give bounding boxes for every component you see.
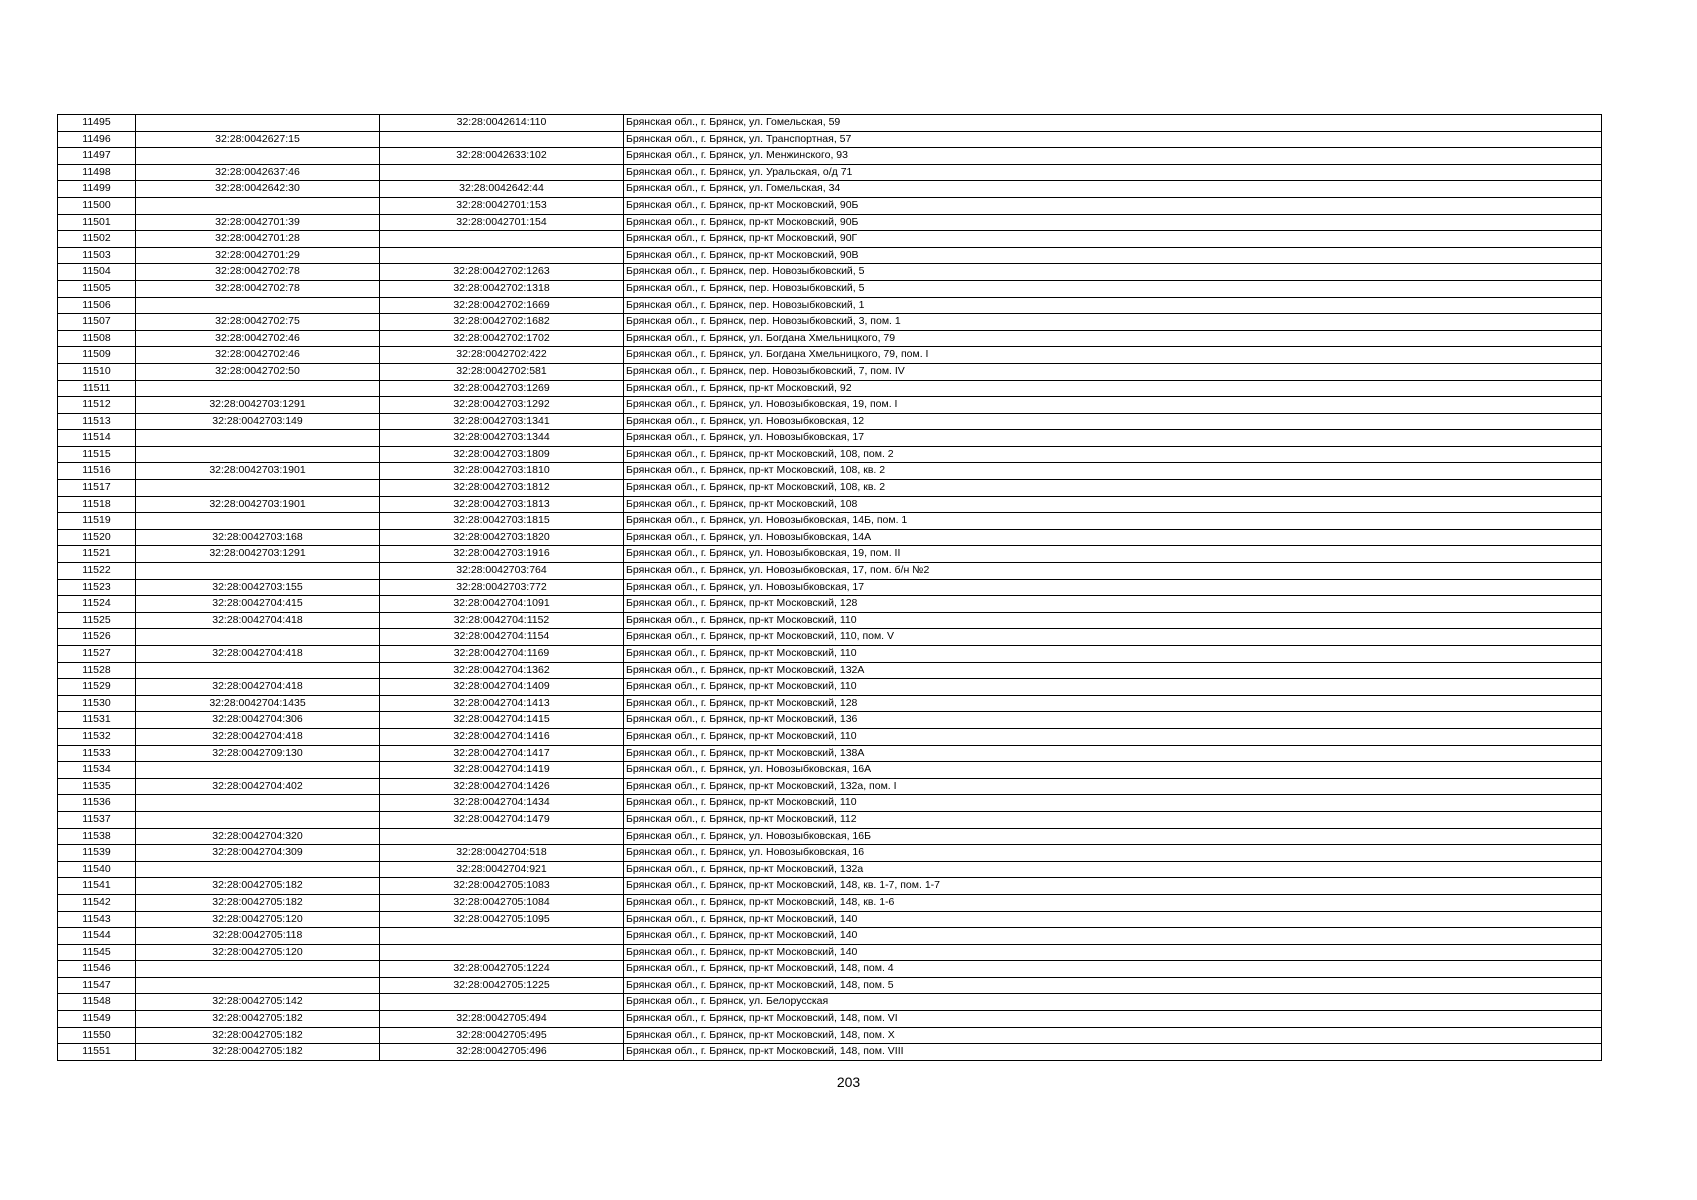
object-number-cell: 32:28:0042704:1409 [380,679,624,696]
parcel-number-cell: 32:28:0042701:39 [136,214,380,231]
parcel-number-cell: 32:28:0042704:1435 [136,695,380,712]
table-row [58,745,1602,762]
parcel-number-cell: 32:28:0042705:182 [136,1027,380,1044]
table-row [58,164,1602,181]
row-number-cell: 11545 [58,944,136,961]
table-row [58,961,1602,978]
parcel-number-cell: 32:28:0042704:418 [136,646,380,663]
table-row [58,247,1602,264]
parcel-number-cell: 32:28:0042703:1901 [136,463,380,480]
object-number-cell: 32:28:0042702:581 [380,363,624,380]
address-cell: Брянская обл., г. Брянск, ул. Новозыбковская, 12 [624,413,1602,430]
table-row [58,297,1602,314]
object-number-cell: 32:28:0042705:1083 [380,878,624,895]
table-row [58,330,1602,347]
object-number-cell: 32:28:0042705:1225 [380,977,624,994]
parcel-number-cell: 32:28:0042702:46 [136,330,380,347]
object-number-cell: 32:28:0042703:1812 [380,480,624,497]
parcel-number-cell: 32:28:0042705:142 [136,994,380,1011]
address-cell: Брянская обл., г. Брянск, пр-кт Московский, 90Б [624,197,1602,214]
address-cell: Брянская обл., г. Брянск, ул. Новозыбковская, 17, пом. б/н №2 [624,563,1602,580]
address-cell: Брянская обл., г. Брянск, пер. Новозыбковский, 5 [624,280,1602,297]
object-number-cell: 32:28:0042702:422 [380,347,624,364]
address-cell: Брянская обл., г. Брянск, ул. Менжинского, 93 [624,148,1602,165]
address-cell: Брянская обл., г. Брянск, пер. Новозыбковский, 3, пом. 1 [624,314,1602,331]
table-row [58,944,1602,961]
row-number-cell: 11503 [58,247,136,264]
object-number-cell: 32:28:0042704:1154 [380,629,624,646]
address-cell: Брянская обл., г. Брянск, ул. Новозыбковская, 17 [624,579,1602,596]
table-row [58,712,1602,729]
table-row [58,828,1602,845]
object-number-cell: 32:28:0042702:1318 [380,280,624,297]
table-row [58,1027,1602,1044]
address-cell: Брянская обл., г. Брянск, пр-кт Московский, 90Б [624,214,1602,231]
address-cell: Брянская обл., г. Брянск, ул. Новозыбковская, 19, пом. II [624,546,1602,563]
row-number-cell: 11522 [58,563,136,580]
object-number-cell: 32:28:0042704:1169 [380,646,624,663]
address-cell: Брянская обл., г. Брянск, пр-кт Московский, 140 [624,928,1602,945]
parcel-number-cell: 32:28:0042704:418 [136,728,380,745]
row-number-cell: 11495 [58,115,136,132]
parcel-number-cell [136,563,380,580]
table-row [58,629,1602,646]
row-number-cell: 11535 [58,778,136,795]
table-row [58,347,1602,364]
address-cell: Брянская обл., г. Брянск, пер. Новозыбковский, 7, пом. IV [624,363,1602,380]
object-number-cell: 32:28:0042702:1682 [380,314,624,331]
object-number-cell [380,828,624,845]
object-number-cell: 32:28:0042704:1419 [380,762,624,779]
object-number-cell: 32:28:0042703:1820 [380,529,624,546]
row-number-cell: 11525 [58,612,136,629]
address-cell: Брянская обл., г. Брянск, пр-кт Московский, 148, пом. X [624,1027,1602,1044]
table-body [58,115,1602,1061]
parcel-number-cell: 32:28:0042701:28 [136,231,380,248]
object-number-cell [380,928,624,945]
address-cell: Брянская обл., г. Брянск, пр-кт Московский, 148, кв. 1-7, пом. 1-7 [624,878,1602,895]
row-number-cell: 11536 [58,795,136,812]
object-number-cell: 32:28:0042703:1815 [380,513,624,530]
row-number-cell: 11551 [58,1044,136,1061]
parcel-number-cell [136,148,380,165]
parcel-number-cell: 32:28:0042702:50 [136,363,380,380]
object-number-cell: 32:28:0042703:1810 [380,463,624,480]
row-number-cell: 11498 [58,164,136,181]
row-number-cell: 11509 [58,347,136,364]
address-cell: Брянская обл., г. Брянск, ул. Новозыбковская, 14Б, пом. 1 [624,513,1602,530]
address-cell: Брянская обл., г. Брянск, ул. Новозыбковская, 14А [624,529,1602,546]
parcel-number-cell: 32:28:0042705:182 [136,894,380,911]
object-number-cell: 32:28:0042704:1426 [380,778,624,795]
table-row [58,878,1602,895]
row-number-cell: 11538 [58,828,136,845]
parcel-number-cell: 32:28:0042705:120 [136,944,380,961]
cadastral-table [57,114,1602,1061]
parcel-number-cell [136,662,380,679]
row-number-cell: 11550 [58,1027,136,1044]
table-row [58,563,1602,580]
address-cell: Брянская обл., г. Брянск, ул. Гомельская, 59 [624,115,1602,132]
table-row [58,131,1602,148]
object-number-cell: 32:28:0042703:1809 [380,446,624,463]
object-number-cell: 32:28:0042705:1224 [380,961,624,978]
parcel-number-cell: 32:28:0042702:78 [136,264,380,281]
object-number-cell: 32:28:0042614:110 [380,115,624,132]
parcel-number-cell: 32:28:0042704:418 [136,612,380,629]
object-number-cell: 32:28:0042705:1084 [380,894,624,911]
table-row [58,646,1602,663]
table-row [58,762,1602,779]
table-row [58,148,1602,165]
parcel-number-cell: 32:28:0042705:120 [136,911,380,928]
object-number-cell: 32:28:0042703:1269 [380,380,624,397]
table-row [58,314,1602,331]
table-row [58,513,1602,530]
parcel-number-cell: 32:28:0042704:418 [136,679,380,696]
parcel-number-cell: 32:28:0042627:15 [136,131,380,148]
row-number-cell: 11505 [58,280,136,297]
object-number-cell: 32:28:0042704:1362 [380,662,624,679]
object-number-cell: 32:28:0042702:1263 [380,264,624,281]
parcel-number-cell: 32:28:0042637:46 [136,164,380,181]
address-cell: Брянская обл., г. Брянск, ул. Транспортная, 57 [624,131,1602,148]
table-row [58,861,1602,878]
parcel-number-cell [136,297,380,314]
parcel-number-cell [136,513,380,530]
parcel-number-cell [136,811,380,828]
object-number-cell: 32:28:0042642:44 [380,181,624,198]
object-number-cell: 32:28:0042704:1413 [380,695,624,712]
address-cell: Брянская обл., г. Брянск, пр-кт Московский, 128 [624,596,1602,613]
row-number-cell: 11540 [58,861,136,878]
object-number-cell: 32:28:0042703:1813 [380,496,624,513]
table-row [58,596,1602,613]
parcel-number-cell: 32:28:0042702:46 [136,347,380,364]
object-number-cell [380,994,624,1011]
object-number-cell: 32:28:0042701:153 [380,197,624,214]
row-number-cell: 11511 [58,380,136,397]
object-number-cell: 32:28:0042705:1095 [380,911,624,928]
table-row [58,994,1602,1011]
row-number-cell: 11499 [58,181,136,198]
object-number-cell: 32:28:0042704:1152 [380,612,624,629]
table-row [58,197,1602,214]
address-cell: Брянская обл., г. Брянск, ул. Белорусская [624,994,1602,1011]
row-number-cell: 11526 [58,629,136,646]
address-cell: Брянская обл., г. Брянск, пр-кт Московский, 108 [624,496,1602,513]
table-row [58,662,1602,679]
table-row [58,413,1602,430]
object-number-cell: 32:28:0042633:102 [380,148,624,165]
table-row [58,778,1602,795]
object-number-cell: 32:28:0042704:1415 [380,712,624,729]
row-number-cell: 11502 [58,231,136,248]
table-row [58,1011,1602,1028]
table-row [58,496,1602,513]
table-row [58,679,1602,696]
address-cell: Брянская обл., г. Брянск, пр-кт Московский, 138А [624,745,1602,762]
table-row [58,280,1602,297]
object-number-cell: 32:28:0042703:772 [380,579,624,596]
address-cell: Брянская обл., г. Брянск, пр-кт Московский, 108, кв. 2 [624,463,1602,480]
row-number-cell: 11508 [58,330,136,347]
parcel-number-cell: 32:28:0042703:1291 [136,397,380,414]
row-number-cell: 11518 [58,496,136,513]
row-number-cell: 11524 [58,596,136,613]
address-cell: Брянская обл., г. Брянск, ул. Новозыбковская, 17 [624,430,1602,447]
table-row [58,728,1602,745]
row-number-cell: 11548 [58,994,136,1011]
table-row [58,546,1602,563]
row-number-cell: 11513 [58,413,136,430]
object-number-cell: 32:28:0042701:154 [380,214,624,231]
row-number-cell: 11506 [58,297,136,314]
row-number-cell: 11529 [58,679,136,696]
table-row [58,115,1602,132]
address-cell: Брянская обл., г. Брянск, пр-кт Московский, 148, пом. VIII [624,1044,1602,1061]
parcel-number-cell: 32:28:0042704:320 [136,828,380,845]
object-number-cell: 32:28:0042704:921 [380,861,624,878]
row-number-cell: 11541 [58,878,136,895]
object-number-cell [380,944,624,961]
row-number-cell: 11497 [58,148,136,165]
row-number-cell: 11542 [58,894,136,911]
table-row [58,811,1602,828]
address-cell: Брянская обл., г. Брянск, пр-кт Московский, 110 [624,728,1602,745]
page-number: 203 [836,1074,861,1090]
table-row [58,911,1602,928]
address-cell: Брянская обл., г. Брянск, пр-кт Московский, 132а, пом. I [624,778,1602,795]
address-cell: Брянская обл., г. Брянск, пр-кт Московский, 110 [624,679,1602,696]
row-number-cell: 11500 [58,197,136,214]
address-cell: Брянская обл., г. Брянск, пр-кт Московский, 140 [624,911,1602,928]
address-cell: Брянская обл., г. Брянск, ул. Новозыбковская, 16 [624,845,1602,862]
row-number-cell: 11516 [58,463,136,480]
table-row [58,695,1602,712]
object-number-cell: 32:28:0042703:764 [380,563,624,580]
row-number-cell: 11519 [58,513,136,530]
row-number-cell: 11539 [58,845,136,862]
address-cell: Брянская обл., г. Брянск, пр-кт Московский, 90Г [624,231,1602,248]
address-cell: Брянская обл., г. Брянск, пр-кт Московский, 136 [624,712,1602,729]
parcel-number-cell: 32:28:0042705:182 [136,1044,380,1061]
table-row [58,845,1602,862]
row-number-cell: 11547 [58,977,136,994]
row-number-cell: 11532 [58,728,136,745]
row-number-cell: 11507 [58,314,136,331]
object-number-cell: 32:28:0042702:1702 [380,330,624,347]
parcel-number-cell: 32:28:0042702:78 [136,280,380,297]
address-cell: Брянская обл., г. Брянск, пр-кт Московский, 110 [624,646,1602,663]
parcel-number-cell: 32:28:0042709:130 [136,745,380,762]
row-number-cell: 11546 [58,961,136,978]
parcel-number-cell [136,115,380,132]
row-number-cell: 11544 [58,928,136,945]
table-row [58,480,1602,497]
row-number-cell: 11531 [58,712,136,729]
parcel-number-cell: 32:28:0042704:309 [136,845,380,862]
parcel-number-cell: 32:28:0042705:118 [136,928,380,945]
table-row [58,1044,1602,1061]
address-cell: Брянская обл., г. Брянск, пр-кт Московский, 132А [624,662,1602,679]
object-number-cell [380,247,624,264]
table-row [58,214,1602,231]
object-number-cell: 32:28:0042703:1916 [380,546,624,563]
address-cell: Брянская обл., г. Брянск, пер. Новозыбковский, 1 [624,297,1602,314]
address-cell: Брянская обл., г. Брянск, пер. Новозыбковский, 5 [624,264,1602,281]
table-row [58,363,1602,380]
address-cell: Брянская обл., г. Брянск, ул. Уральская, о/д 71 [624,164,1602,181]
object-number-cell: 32:28:0042703:1344 [380,430,624,447]
parcel-number-cell: 32:28:0042704:402 [136,778,380,795]
row-number-cell: 11510 [58,363,136,380]
table-row [58,181,1602,198]
row-number-cell: 11501 [58,214,136,231]
object-number-cell: 32:28:0042704:1417 [380,745,624,762]
table-row [58,231,1602,248]
row-number-cell: 11504 [58,264,136,281]
parcel-number-cell: 32:28:0042704:306 [136,712,380,729]
parcel-number-cell: 32:28:0042703:155 [136,579,380,596]
table-row [58,264,1602,281]
address-cell: Брянская обл., г. Брянск, пр-кт Московский, 148, пом. 5 [624,977,1602,994]
object-number-cell: 32:28:0042704:518 [380,845,624,862]
row-number-cell: 11514 [58,430,136,447]
row-number-cell: 11528 [58,662,136,679]
object-number-cell [380,131,624,148]
address-cell: Брянская обл., г. Брянск, пр-кт Московский, 110 [624,795,1602,812]
address-cell: Брянская обл., г. Брянск, пр-кт Московский, 108, кв. 2 [624,480,1602,497]
table-row [58,430,1602,447]
address-cell: Брянская обл., г. Брянск, ул. Гомельская, 34 [624,181,1602,198]
table-row [58,795,1602,812]
parcel-number-cell [136,446,380,463]
parcel-number-cell: 32:28:0042705:182 [136,878,380,895]
address-cell: Брянская обл., г. Брянск, ул. Новозыбковская, 16А [624,762,1602,779]
object-number-cell: 32:28:0042703:1341 [380,413,624,430]
parcel-number-cell [136,795,380,812]
row-number-cell: 11520 [58,529,136,546]
row-number-cell: 11527 [58,646,136,663]
address-cell: Брянская обл., г. Брянск, ул. Богдана Хмельницкого, 79, пом. I [624,347,1602,364]
parcel-number-cell [136,629,380,646]
table-row [58,579,1602,596]
row-number-cell: 11534 [58,762,136,779]
row-number-cell: 11517 [58,480,136,497]
address-cell: Брянская обл., г. Брянск, пр-кт Московский, 132а [624,861,1602,878]
table-row [58,894,1602,911]
address-cell: Брянская обл., г. Брянск, пр-кт Московский, 128 [624,695,1602,712]
row-number-cell: 11515 [58,446,136,463]
address-cell: Брянская обл., г. Брянск, пр-кт Московский, 140 [624,944,1602,961]
row-number-cell: 11533 [58,745,136,762]
address-cell: Брянская обл., г. Брянск, ул. Новозыбковская, 16Б [624,828,1602,845]
object-number-cell: 32:28:0042705:496 [380,1044,624,1061]
address-cell: Брянская обл., г. Брянск, пр-кт Московский, 148, пом. 4 [624,961,1602,978]
row-number-cell: 11549 [58,1011,136,1028]
table-row [58,612,1602,629]
parcel-number-cell: 32:28:0042703:168 [136,529,380,546]
table-row [58,928,1602,945]
object-number-cell: 32:28:0042705:494 [380,1011,624,1028]
parcel-number-cell: 32:28:0042705:182 [136,1011,380,1028]
parcel-number-cell: 32:28:0042642:30 [136,181,380,198]
parcel-number-cell [136,430,380,447]
parcel-number-cell: 32:28:0042704:415 [136,596,380,613]
table-row [58,446,1602,463]
row-number-cell: 11530 [58,695,136,712]
row-number-cell: 11523 [58,579,136,596]
object-number-cell: 32:28:0042702:1669 [380,297,624,314]
address-cell: Брянская обл., г. Брянск, ул. Новозыбковская, 19, пом. I [624,397,1602,414]
address-cell: Брянская обл., г. Брянск, пр-кт Московский, 110 [624,612,1602,629]
row-number-cell: 11496 [58,131,136,148]
object-number-cell [380,164,624,181]
address-cell: Брянская обл., г. Брянск, пр-кт Московский, 90В [624,247,1602,264]
object-number-cell: 32:28:0042704:1091 [380,596,624,613]
row-number-cell: 11512 [58,397,136,414]
object-number-cell: 32:28:0042704:1479 [380,811,624,828]
parcel-number-cell: 32:28:0042703:149 [136,413,380,430]
object-number-cell: 32:28:0042705:495 [380,1027,624,1044]
parcel-number-cell [136,197,380,214]
address-cell: Брянская обл., г. Брянск, пр-кт Московский, 148, кв. 1-6 [624,894,1602,911]
table-row [58,463,1602,480]
object-number-cell: 32:28:0042703:1292 [380,397,624,414]
parcel-number-cell [136,961,380,978]
parcel-number-cell: 32:28:0042703:1901 [136,496,380,513]
parcel-number-cell: 32:28:0042701:29 [136,247,380,264]
parcel-number-cell [136,977,380,994]
parcel-number-cell: 32:28:0042702:75 [136,314,380,331]
object-number-cell [380,231,624,248]
parcel-number-cell [136,380,380,397]
address-cell: Брянская обл., г. Брянск, пр-кт Московский, 108, пом. 2 [624,446,1602,463]
parcel-number-cell [136,861,380,878]
table-row [58,397,1602,414]
address-cell: Брянская обл., г. Брянск, пр-кт Московский, 148, пом. VI [624,1011,1602,1028]
address-cell: Брянская обл., г. Брянск, пр-кт Московский, 112 [624,811,1602,828]
address-cell: Брянская обл., г. Брянск, пр-кт Московский, 92 [624,380,1602,397]
table-row [58,380,1602,397]
parcel-number-cell: 32:28:0042703:1291 [136,546,380,563]
table-row [58,977,1602,994]
object-number-cell: 32:28:0042704:1416 [380,728,624,745]
address-cell: Брянская обл., г. Брянск, ул. Богдана Хмельницкого, 79 [624,330,1602,347]
row-number-cell: 11521 [58,546,136,563]
table-row [58,529,1602,546]
parcel-number-cell [136,480,380,497]
address-cell: Брянская обл., г. Брянск, пр-кт Московский, 110, пом. V [624,629,1602,646]
row-number-cell: 11537 [58,811,136,828]
object-number-cell: 32:28:0042704:1434 [380,795,624,812]
row-number-cell: 11543 [58,911,136,928]
parcel-number-cell [136,762,380,779]
